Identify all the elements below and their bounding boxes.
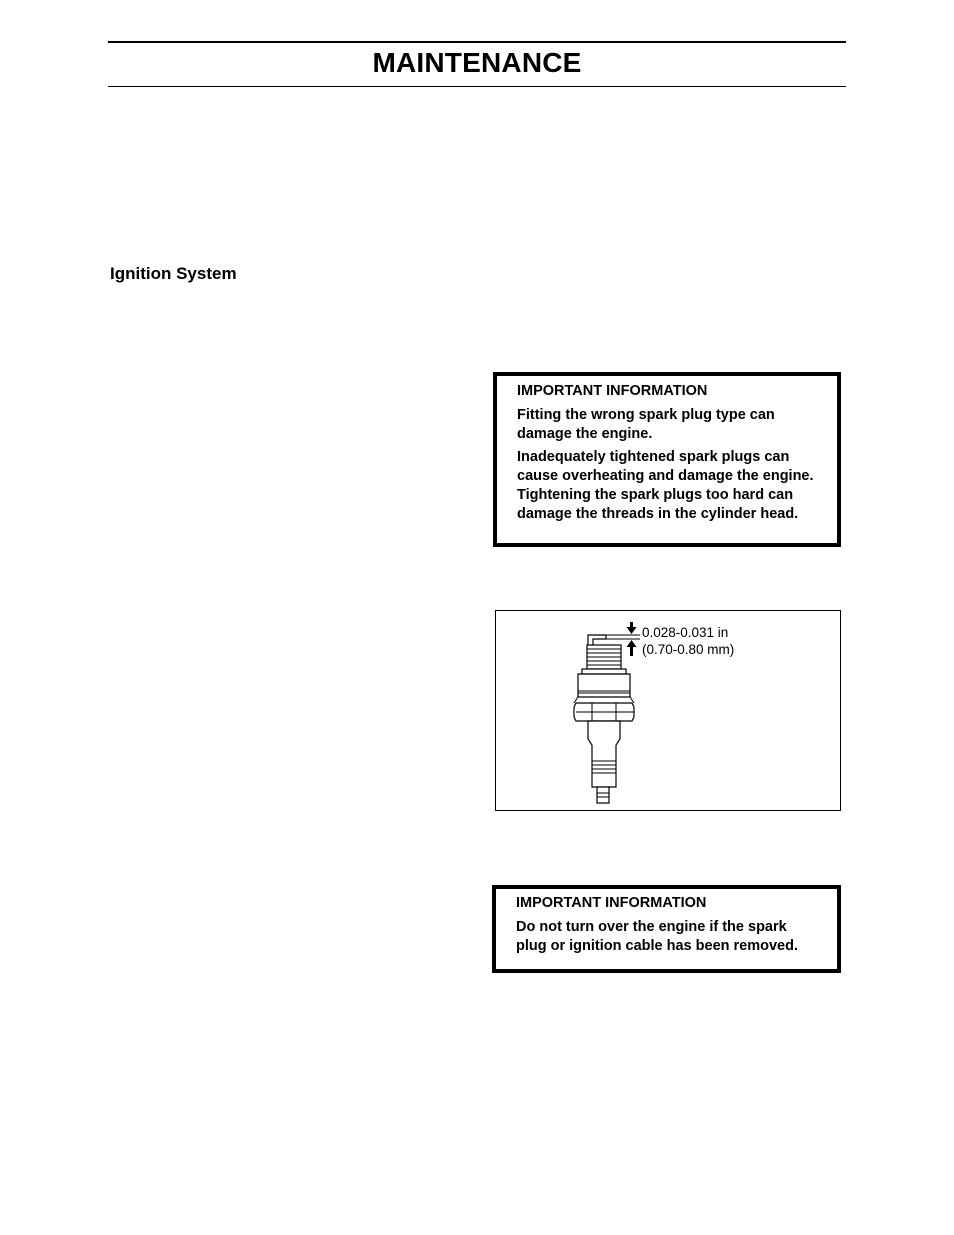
header-rule-bottom bbox=[108, 86, 846, 87]
notice-text: Do not turn over the engine if the spark plug or ignition cable has been removed. bbox=[516, 919, 798, 954]
important-information-box bbox=[492, 885, 841, 973]
gap-measurement-mm: (0.70-0.80 mm) bbox=[642, 642, 735, 657]
page-title: MAINTENANCE bbox=[372, 47, 582, 78]
header-rule-top bbox=[108, 41, 846, 43]
notice-title: IMPORTANT INFORMATION bbox=[517, 383, 708, 399]
gap-measurement-inches: 0.028-0.031 in bbox=[642, 625, 729, 640]
notice-title: IMPORTANT INFORMATION bbox=[516, 895, 707, 911]
important-information-box bbox=[493, 372, 841, 547]
notice-text: Inadequately tightened spark plugs can cause overheating and damage the engine. Tightening the spark plugs too hard can damage the threads in the cylinder head. bbox=[517, 449, 814, 522]
spark-plug-figure bbox=[495, 610, 841, 811]
notice-text: Fitting the wrong spark plug type can damage the engine. bbox=[517, 407, 775, 442]
section-heading: Ignition System bbox=[110, 264, 237, 283]
